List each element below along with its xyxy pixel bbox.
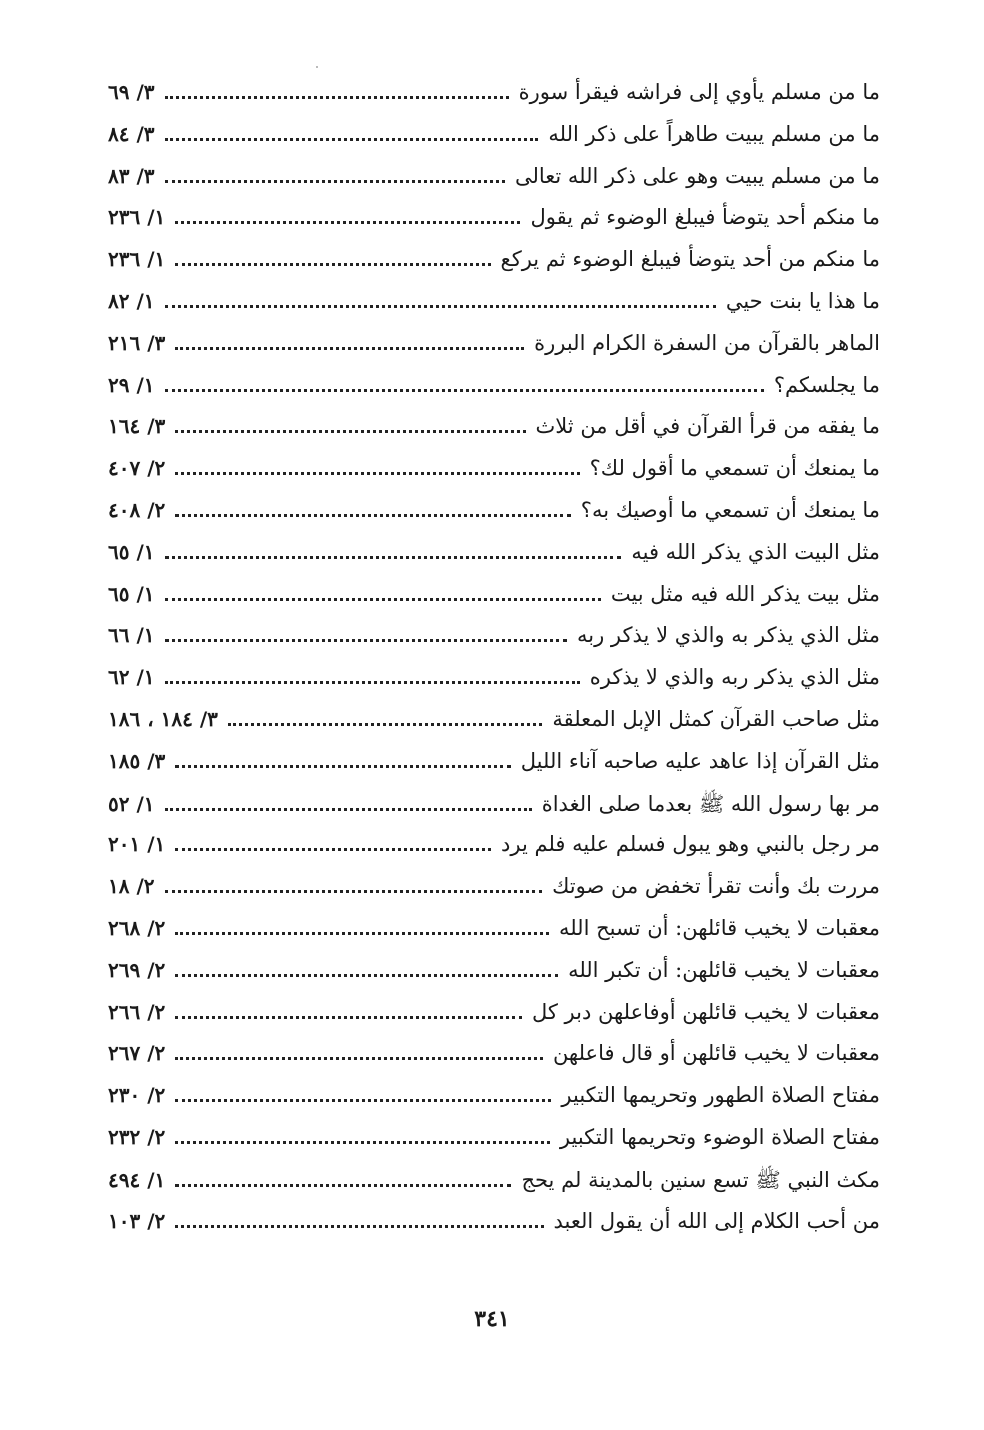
dot-leader [175, 221, 520, 224]
dot-leader [165, 890, 543, 893]
entry-reference: ١/ ٥٢ [108, 791, 155, 816]
dot-leader [175, 1184, 511, 1187]
index-entry [108, 1083, 880, 1125]
dot-leader [175, 472, 579, 475]
entry-text: ما يفقه من قرأ القرآن في أقل من ثلاث [535, 414, 880, 439]
dot-leader [175, 1057, 543, 1060]
entry-text: من أحب الكلام إلى الله أن يقول العبد [553, 1208, 880, 1233]
entry-reference: ٢/ ٢٦٨ [108, 915, 166, 940]
entry-reference: ٢/ ٢٦٦ [108, 999, 166, 1024]
entry-text: ما من مسلم يبيت وهو على ذكر الله تعالى [514, 163, 880, 188]
entry-text: ما هذا يا بنت حيي [725, 288, 880, 313]
index-entry [108, 623, 880, 665]
index-entry [108, 958, 880, 1000]
index-entry [108, 874, 880, 916]
entry-text: الماهر بالقرآن من السفرة الكرام البررة [534, 330, 880, 355]
dot-leader [165, 180, 505, 183]
entry-reference: ١/ ٢٣٦ [108, 247, 166, 272]
entry-reference: ٣/ ٦٩ [108, 80, 155, 104]
page-number: ٣٤١ [474, 1306, 510, 1332]
scan-speck [316, 66, 318, 68]
entry-text: مفتاح الصلاة الطهور وتحريمها التكبير [561, 1083, 880, 1108]
index-entry [108, 540, 880, 582]
entry-reference: ٣/ ١٨٤ ، ١٨٦ [108, 706, 218, 731]
entry-reference: ١/ ٨٢ [108, 288, 155, 313]
dot-leader [175, 347, 524, 350]
entry-text: معقبات لا يخيب قائلهن أوفاعلهن دبر كل [531, 999, 880, 1024]
entry-text: مر رجل بالنبي وهو يبول فسلم عليه فلم يرد [501, 832, 880, 857]
dot-leader [175, 514, 571, 517]
entry-text: معقبات لا يخيب قائلهن: أن تسبح الله [558, 915, 880, 940]
entry-reference: ٢/ ٤٠٨ [108, 497, 166, 522]
entry-text: مفتاح الصلاة الوضوء وتحريمها التكبير [559, 1124, 880, 1149]
dot-leader [165, 305, 716, 308]
entry-text: ما منكم أحد يتوضأ فيبلغ الوضوء ثم يقول [530, 205, 880, 230]
entry-reference: ٣/ ٢١٦ [108, 330, 166, 355]
index-entry [108, 582, 880, 624]
index-entry [108, 289, 880, 331]
index-entry [108, 1167, 880, 1209]
entry-reference: ١/ ٢٣٦ [108, 205, 166, 230]
index-entry [108, 247, 880, 289]
entry-text: مثل الذي يذكر به والذي لا يذكر ربه [577, 623, 880, 648]
entry-reference: ١/ ٦٥ [108, 581, 155, 606]
dot-leader [175, 765, 511, 768]
entry-text: مكث النبي ﷺ تسع سنين بالمدينة لم يحج [521, 1167, 880, 1192]
index-entry [108, 414, 880, 456]
index-entry [108, 164, 880, 206]
index-entry [108, 916, 880, 958]
dot-leader [165, 138, 539, 141]
index-entry [108, 665, 880, 707]
dot-leader [175, 932, 549, 935]
entry-reference: ٣/ ٨٤ [108, 121, 155, 146]
dot-leader [228, 723, 542, 726]
entry-text: معقبات لا يخيب قائلهن: أن تكبر الله [568, 957, 880, 982]
index-entry [108, 707, 880, 749]
dot-leader [175, 974, 558, 977]
dot-leader [165, 808, 532, 811]
entry-reference: ٢/ ١٠٣ [108, 1208, 166, 1233]
index-entry [108, 1041, 880, 1083]
entry-text: مثل صاحب القرآن كمثل الإبل المعلقة [552, 706, 880, 731]
entry-reference: ١/ ٢٩ [108, 372, 155, 397]
index-entry [108, 80, 880, 122]
entry-reference: ١/ ٦٦ [108, 623, 155, 648]
index-entry [108, 832, 880, 874]
dot-leader [175, 430, 525, 433]
entry-text: مر بها رسول الله ﷺ بعدما صلى الغداة [541, 791, 880, 816]
entry-reference: ٣/ ١٦٤ [108, 414, 166, 439]
entry-text: مثل الذي يذكر ربه والذي لا يذكره [589, 665, 880, 690]
index-entry [108, 122, 880, 164]
entry-reference: ٢/ ٢٦٩ [108, 957, 166, 982]
entry-text: ما يمنعك أن تسمعي ما أقول لك؟ [589, 456, 880, 481]
dot-leader [175, 848, 491, 851]
dot-leader [165, 389, 764, 392]
entry-reference: ٢/ ٢٣٠ [108, 1083, 166, 1108]
entry-reference: ١/ ٢٠١ [108, 832, 166, 857]
index-entry [108, 1000, 880, 1042]
dot-leader [165, 598, 601, 601]
entry-reference: ٢/ ١٨ [108, 874, 155, 899]
entry-text: مثل بيت يذكر الله فيه مثل بيت [610, 581, 880, 606]
entry-text: مثل البيت الذي يذكر الله فيه [631, 539, 880, 564]
entry-reference: ١/ ٤٩٤ [108, 1167, 166, 1192]
index-entry [108, 1125, 880, 1167]
dot-leader [165, 681, 580, 684]
entry-text: مررت بك وأنت تقرأ تخفض من صوتك [552, 874, 880, 899]
index-entry [108, 373, 880, 415]
dot-leader [165, 556, 622, 559]
index-entry [108, 205, 880, 247]
entry-text: ما منكم من أحد يتوضأ فيبلغ الوضوء ثم يركع [500, 247, 880, 272]
entry-reference: ٣/ ٨٣ [108, 163, 155, 188]
dot-leader [165, 639, 568, 642]
dot-leader [175, 263, 490, 266]
dot-leader [175, 1225, 543, 1228]
hadith-index-list [108, 80, 880, 1250]
dot-leader [175, 1016, 522, 1019]
index-entry [108, 1209, 880, 1251]
entry-text: ما يجلسكم؟ [773, 372, 880, 397]
entry-text: مثل القرآن إذا عاهد عليه صاحبه آناء الليل [520, 748, 880, 773]
entry-reference: ٢/ ٤٠٧ [108, 456, 166, 481]
entry-reference: ١/ ٦٥ [108, 539, 155, 564]
index-entry [108, 498, 880, 540]
entry-text: ما من مسلم يأوي إلى فراشه فيقرأ سورة [518, 80, 880, 104]
dot-leader [175, 1099, 551, 1102]
dot-leader [165, 96, 509, 99]
index-entry [108, 749, 880, 791]
entry-reference: ٢/ ٢٣٢ [108, 1124, 166, 1149]
index-entry [108, 791, 880, 833]
entry-text: ما يمنعك أن تسمعي ما أوصيك به؟ [580, 497, 880, 522]
entry-text: معقبات لا يخيب قائلهن أو قال فاعلهن [552, 1041, 880, 1066]
index-entry [108, 456, 880, 498]
dot-leader [175, 1141, 550, 1144]
index-entry [108, 331, 880, 373]
entry-text: ما من مسلم يبيت طاهراً على ذكر الله [548, 121, 880, 146]
entry-reference: ٢/ ٢٦٧ [108, 1041, 166, 1066]
entry-reference: ٣/ ١٨٥ [108, 748, 166, 773]
entry-reference: ١/ ٦٢ [108, 665, 155, 690]
